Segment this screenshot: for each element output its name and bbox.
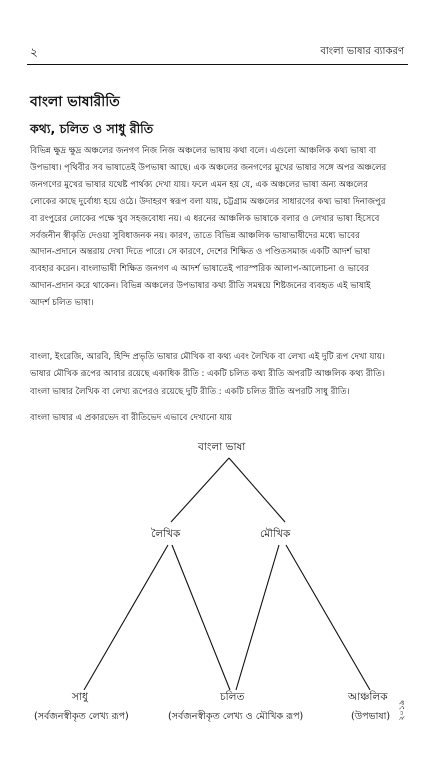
paragraph-written-styles [30, 384, 402, 401]
header-rule [27, 64, 408, 65]
edge-written-cholito [172, 545, 230, 690]
text-line: বাংলা ভাষার লৈখিক বা লেখ্য রূপেরও রয়েছে দুটি রীতি : একটি চলিত রীতি অপরটি সাধু রীতি। [30, 387, 350, 397]
chapter-title: বাংলা ভাষারীতি [30, 94, 120, 110]
node-sadhu: সাধু [70, 690, 90, 707]
text-line: বাংলা, ইংরেজি, আরবি, হিন্দি প্রভৃতি ভাষার মৌখিক বা কথ্য এবং লৈখিক বা লেখ্য এই দুটি রূপ দেখা যায়। [30, 352, 385, 362]
node-spoken: মৌখিক [258, 527, 292, 544]
node-cholito-note: (সর্বজনস্বীকৃত লেখ্য ও মৌখিক রূপ) [166, 710, 305, 725]
node-anchalik: আঞ্চলিক [346, 690, 390, 707]
edge-spoken-anchalik [286, 545, 370, 690]
text-line: লোকের কাছে দুর্বোধ্য হয়ে ওঠে। উদাহরণ স্বরূপ বলা যায়, চট্টগ্রাম অঞ্চলের সাধারণের কথ্য ভাষা দিনাজপুর [30, 196, 386, 207]
node-root: বাংলা ভাষা [196, 440, 247, 457]
page-number: ২ [30, 45, 38, 59]
edge-root-written [171, 458, 229, 522]
text-line: ব্যবহার করেন। বাংলাভাষী শিক্ষিত জনগণ এ আদর্শ ভাষাতেই পারস্পরিক আলাপ-আলোচনা ও ভাবের [30, 264, 369, 275]
text-line: আদান-প্রদান করে থাকেন। বিভিন্ন অঞ্চলের উপভাষার কথ্য রীতি সমন্বয়ে শিষ্টজনের ব্যবহৃত এই ভাষাই [30, 281, 371, 292]
edge-root-spoken [229, 458, 285, 522]
section-title: কথ্য, চলিত ও সাধু রীতি [30, 121, 154, 136]
node-cholito: চলিত [218, 690, 246, 707]
text-line: আদান-প্রদানে অন্তরায় দেখা দিতে পারে। সে কারণে, দেশের শিক্ষিত ও পণ্ডিতসমাজ একটি আদর্শ ভাষা [30, 247, 371, 258]
edge-written-sadhu [84, 545, 168, 690]
node-written: লৈখিক [149, 527, 182, 544]
text-line: বা রংপুরের লোকের পক্ষে খুব সহজবোধ্য নয়। এ ধরনের আঞ্চলিক ভাষাকে বলার ও লেখার ভাষা হিসেবে [30, 213, 380, 224]
side-note-year: ২০১৯ [397, 700, 406, 721]
text-line: উপভাষা। পৃথিবীর সব ভাষাতেই উপভাষা আছে। এক অঞ্চলের জনগণের মুখের ভাষার সঙ্গে অপর অঞ্চলের [30, 162, 387, 173]
text-line: জনগণের মুখের ভাষার যথেষ্ট পার্থক্য দেখা যায়। ফলে এমন হয় যে, এক অঞ্চলের ভাষা অন্য অঞ্চলের [30, 179, 368, 190]
paragraph-standard-language [30, 143, 402, 312]
paragraph-forms [30, 349, 402, 383]
edge-spoken-cholito [236, 545, 279, 690]
running-title: বাংলা ভাষার ব্যাকরণ [320, 46, 404, 57]
text-line: ভাষার মৌখিক রূপের আবার রয়েছে একাধিক রীতি : একটি চলিত কথ্য রীতি অপরটি আঞ্চলিক কথ্য রীতি। [30, 368, 385, 379]
node-anchalik-note: (উপভাষা) [349, 710, 392, 725]
text-line: সর্বজনীন স্বীকৃতি দেওয়া সুবিধাজনক নয়। কারণ, তাতে বিভিন্ন আঞ্চলিক ভাষাভাষীদের মধ্যে ভাবের [30, 230, 360, 241]
text-line: বাংলা ভাষার এ প্রকারভেদ বা রীতিভেদ এভাবে দেখানো যায় [30, 413, 233, 423]
paragraph-diagram-intro [30, 410, 402, 427]
node-sadhu-note: (সর্বজনস্বীকৃত লেখ্য রূপ) [32, 710, 131, 725]
text-line: বিভিন্ন ক্ষুদ্র ক্ষুদ্র অঞ্চলের জনগণ নিজ নিজ অঞ্চলের ভাষায় কথা বলে। এগুলো আঞ্চলিক কথ্য ভাষা বা [30, 146, 377, 156]
text-line: আদর্শ চলিত ভাষা। [30, 298, 94, 309]
